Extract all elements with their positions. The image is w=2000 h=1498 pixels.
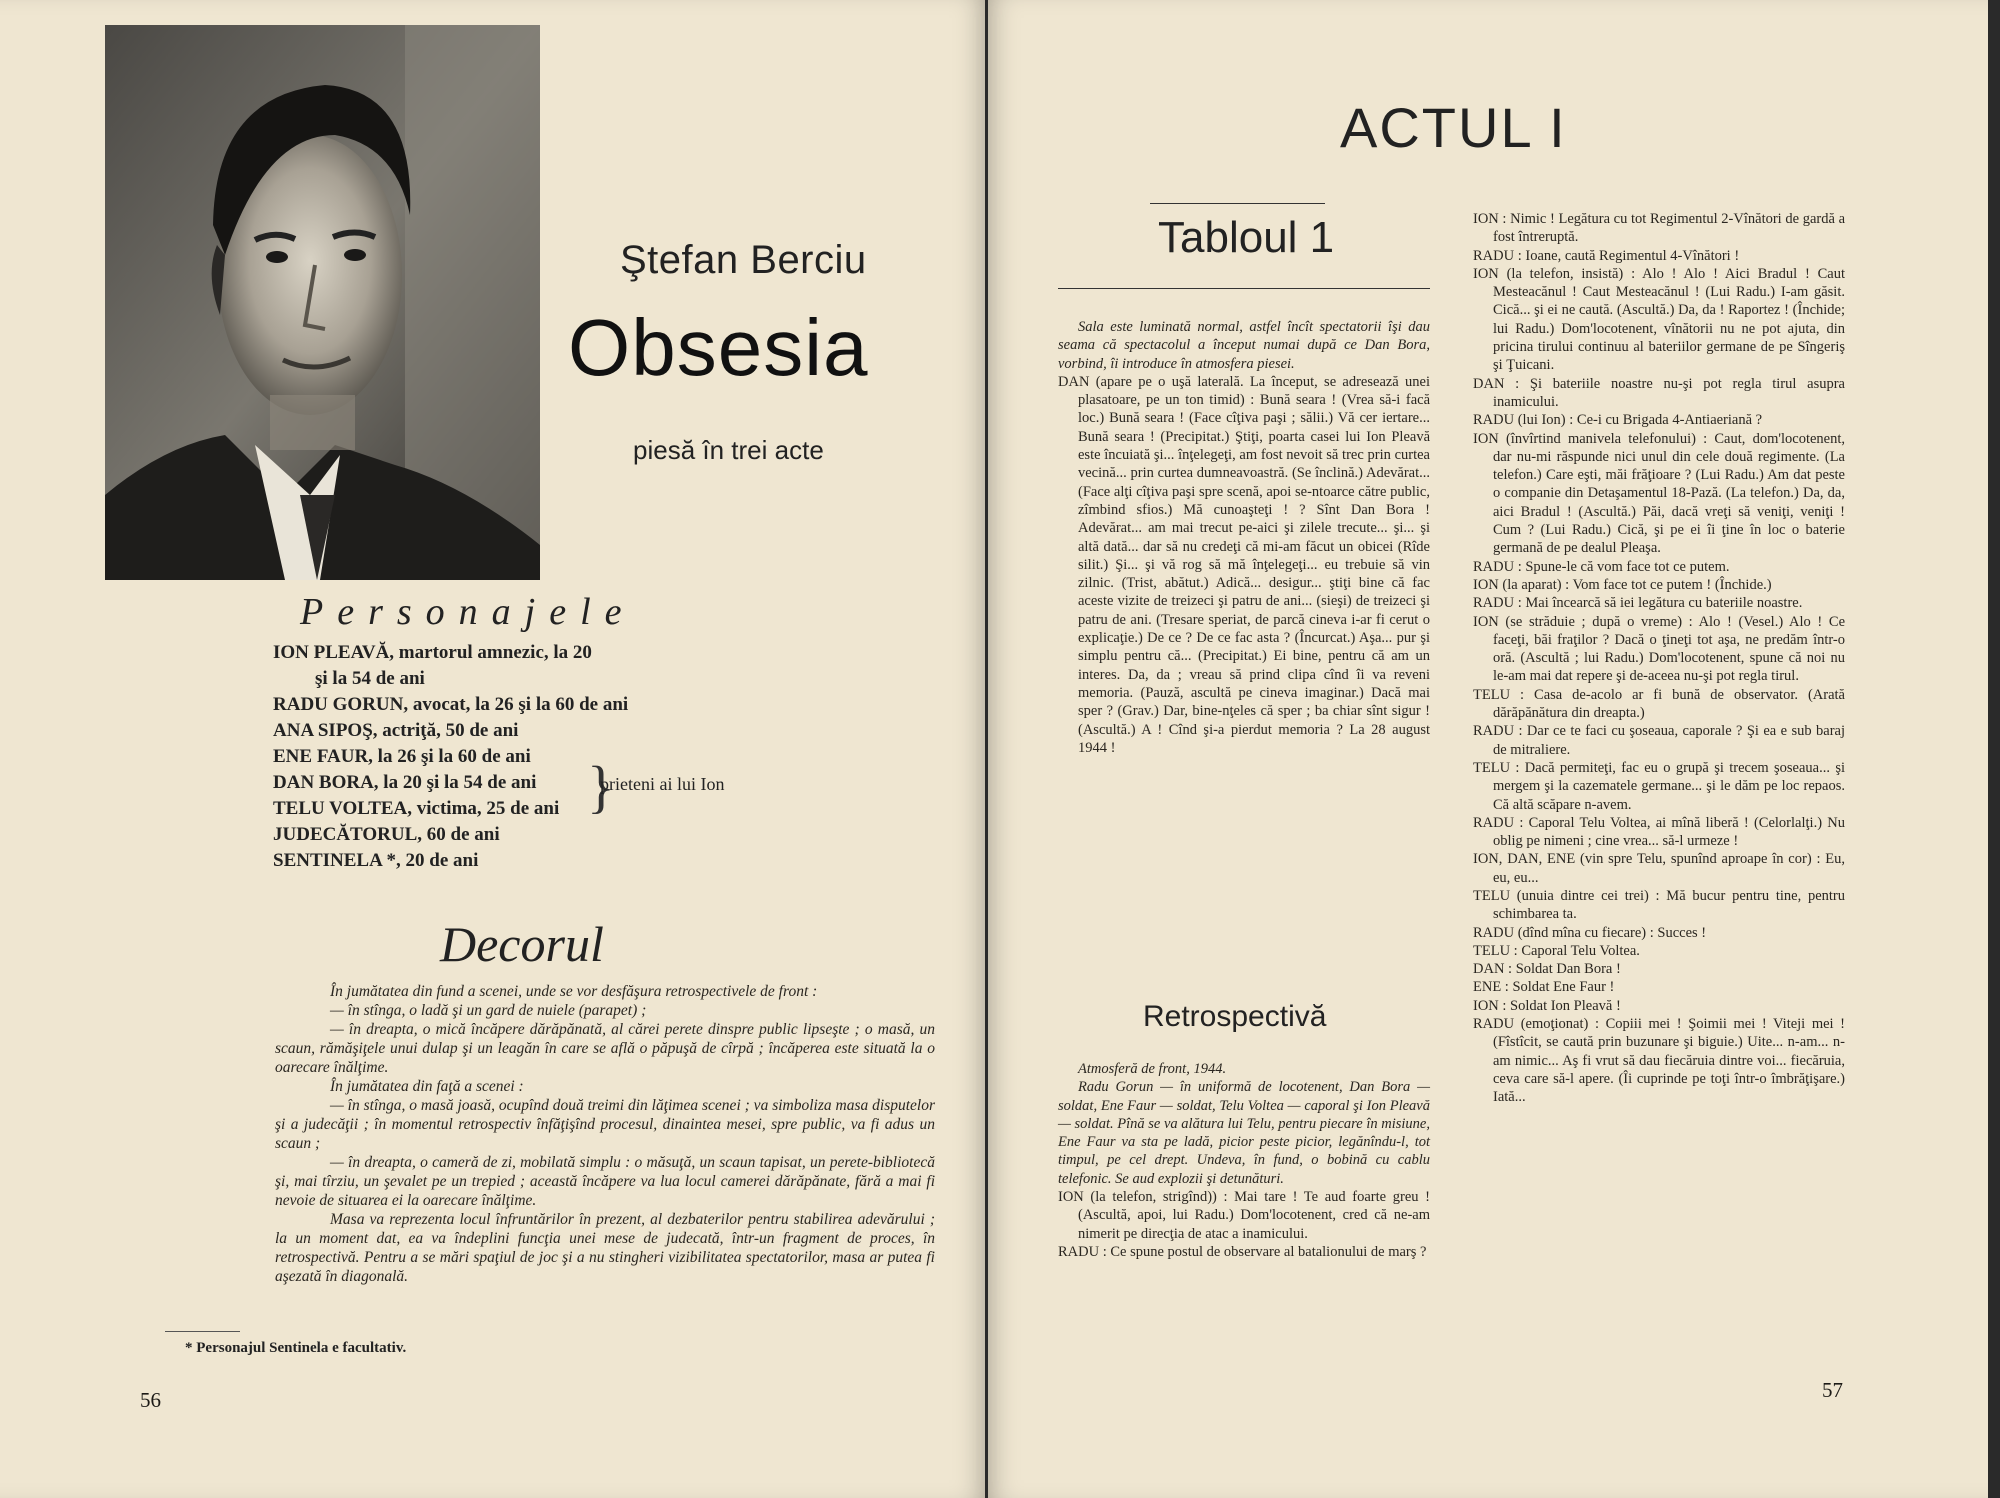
dialogue-line: ENE : Soldat Ene Faur ! xyxy=(1473,979,1615,996)
cast-item: SENTINELA *, 20 de ani xyxy=(273,850,479,871)
dialogue-line: RADU (lui Ion) : Ce-i cu Brigada 4-Antiaeriană ? xyxy=(1473,412,1763,429)
author-portrait xyxy=(105,25,540,580)
dialogue-line: RADU : Ce spune postul de observare al batalionului de marş ? xyxy=(1058,1243,1427,1260)
decor-paragraph: Masa va reprezenta locul înfruntărilor în prezent, al dezbaterilor pentru stabilirea adevărului ; la un moment dat, ea va îndeplini funcţia unei mese de judecată, într-un fragment de proces, în retrospectivă. Pentru a se mări spaţiul de joc şi a nu stingheri vizibilitatea spectatorilor, masa ar putea fi aşezată în diagonală. xyxy=(275,1211,935,1285)
footnote: * Personajul Sentinela e facultativ. xyxy=(185,1340,407,1356)
play-title: Obsesia xyxy=(568,303,869,392)
stage-direction: Atmosferă de front, 1944. xyxy=(1078,1061,1227,1077)
act-heading: ACTUL I xyxy=(1340,96,1567,159)
decor-paragraph: În jumătatea din fund a scenei, unde se vor desfăşura retrospectivele de front : xyxy=(330,983,818,1000)
dialogue-line: TELU (unuia dintre cei trei) : Mă bucur pentru tine, pentru schimbarea ta. xyxy=(1473,887,1845,923)
dialogue-line: ION (la telefon, insistă) : Alo ! Alo ! Aici Bradul ! Caut Mesteacănul ! Caut Mesteacănul ! (Lui Radu.) I-am găsit. Cică... şi ei ne caută. (Ascultă.) Da, da ! Raportez ! (Închide; lui Radu.) Dom'locotenent, vînătorii nu ne pot ajuta, din pricina tirului continuu al bateriilor germane de pe Sîngeriş şi Ţuicani. xyxy=(1473,265,1845,374)
footnote-rule xyxy=(165,1331,240,1332)
dialogue-line: TELU : Casa de-acolo ar fi bună de observator. (Arată dărăpănătura din dreapta.) xyxy=(1473,686,1845,722)
page-number-left: 56 xyxy=(140,1388,161,1412)
decor-paragraph: — în stînga, o ladă şi un gard de nuiele (parapet) ; xyxy=(330,1002,647,1019)
dialogue-line: RADU (dînd mîna cu fiecare) : Succes ! xyxy=(1473,924,1707,941)
retrospectiva-heading: Retrospectivă xyxy=(1143,1000,1327,1033)
cast-item: ENE FAUR, la 26 şi la 60 de ani xyxy=(273,746,531,767)
dialogue-line: TELU : Dacă permiteţi, fac eu o grupă şi trecem şoseaua... şi mergem şi la cazematele germane... şi le dăm pe loc repaos. Că altă scăpare n-avem. xyxy=(1473,759,1845,813)
cast-item: TELU VOLTEA, victima, 25 de ani xyxy=(273,798,560,819)
decor-paragraph: — în dreapta, o mică încăpere dărăpănată, al cărei perete dinspre public lipseşte ; o masă, un scaun, rămăşiţele unui dulap şi un leagăn în care se află o păpuşă de cîrpă ; încăperea este situată la o oarecare înălţime. xyxy=(275,1021,935,1076)
dialogue-line: RADU : Ioane, caută Regimentul 4-Vînători ! xyxy=(1473,247,1740,264)
friends-note: prieteni ai lui Ion xyxy=(600,774,725,794)
column-left-bottom xyxy=(1058,1060,1430,1261)
dialogue-line: RADU : Dar ce te faci cu şoseaua, caporale ? Şi ea e sub baraj de mitraliere. xyxy=(1473,723,1845,758)
dialogue-line: DAN (apare pe o uşă laterală. La început, se adresează unei plasatoare, pe un ton timid) : Bună seara ! (Vrea să-i facă loc.) Bună seara ! (Face cîţiva paşi ; sălii.) Vă cer iertare... Bună seara ! (Precipitat.) Ştiţi, poarta casei lui Ion Pleavă este încuiată şi... înţelegeţi, am fost nevoit să trec prin curtea vecină... prin curtea dumneavoastră. (Se înclină.) Adevărat... (Face alţi cîţiva paşi spre scenă, apoi se-ntoarce către public, zîmbind sfios.) Mă cunoaşteţi ! ? Sînt Dan Bora ! Adevărat... am mai trecut pe-aici şi zilele trecute... şi... şi altă dată... dar să nu credeţi că mi-am făcut un obicei (Rîde silit.) Şi... şi vă rog să mă înţelegeţi... eu trebuie să vin zilnic. (Trist, abătut.) Adică... desigur... ştiţi bine că fac aceste vizite de treizeci şi patru de ani... (sieşi) de treizeci şi patru de ani. (Tresare speriat, de parcă cineva i-ar fi cerut o explicaţie.) De ce ? De ce fac asta ? (Încurcat.) Aşa... pur şi simplu pentru că... (Precipitat.) Ei bine, pentru că am un interes. Da, da ; vreau să prind clipa cînd îi va reveni memoria. (Pauză, ascultă pe cineva imaginar.) Dacă mai sper ? (Grav.) Dar, bine-nţeles că sper ; ba chiar sînt sigur ! (Ascultă.) A ! Cînd şi-a pierdut memoria ? La 28 august 1944 ! xyxy=(1058,373,1430,756)
column-right xyxy=(1473,210,1845,1107)
dialogue-line: ION (la aparat) : Vom face tot ce putem ! (Închide.) xyxy=(1473,576,1772,593)
tablou-rule-top xyxy=(1150,203,1325,204)
dialogue-line: RADU : Mai încearcă să iei legătura cu bateriile noastre. xyxy=(1473,595,1803,612)
author-name: Ştefan Berciu xyxy=(620,238,867,282)
cast-item: JUDECĂTORUL, 60 de ani xyxy=(273,824,500,845)
dialogue-line: RADU (emoţionat) : Copiii mei ! Şoimii mei ! Viteji mei ! (Fîstîcit, se caută prin buzunare şi biguie.) Uite... n-am... n-am nimic... Aş fi vrut să dau fiecăruia dintre voi... fiecăruia, ceva care să-l apere. (Îi cuprinde pe toţi într-o îmbrăţişare.) Iată... xyxy=(1473,1016,1845,1106)
dialogue-line: ION : Nimic ! Legătura cu tot Regimentul 2-Vînători de gardă a fost întreruptă. xyxy=(1473,211,1845,246)
portrait-image xyxy=(105,25,540,580)
dialogue-line: DAN : Şi bateriile noastre nu-şi pot regla tirul asupra inamicului. xyxy=(1473,375,1845,410)
cast-item: ION PLEAVĂ, martorul amnezic, la 20 xyxy=(273,642,592,663)
decorul-heading: Decorul xyxy=(440,916,604,972)
page-number-right: 57 xyxy=(1822,1378,1843,1402)
tablou-heading: Tabloul 1 xyxy=(1158,213,1335,262)
decor-paragraph: — în stînga, o masă joasă, ocupînd două treimi din lăţimea scenei ; va simboliza masa disputelor şi a judecăţii ; în momentul retrospectiv înfăţişînd procesul, dinaintea mesei, spre public, va fi adus un scaun ; xyxy=(275,1097,935,1152)
decor-paragraph: — în dreapta, o cameră de zi, mobilată simplu : o măsuţă, un scaun tapisat, un perete-bibliotecă şi, mai tîrziu, un şevalet pe un trepied ; această încăpere va lua locul camerei dărăpănate, fără a mai fi nevoie de situarea ei la oarecare înălţime. xyxy=(275,1154,935,1209)
dialogue-line: ION (la telefon, strigînd)) : Mai tare ! Te aud foarte greu ! (Ascultă, apoi, lui Radu.) Dom'locotenent, cred că ne-am nimerit pe direcţia de atac a inamicului. xyxy=(1058,1189,1430,1242)
cast-item: DAN BORA, la 20 şi la 54 de ani xyxy=(273,772,537,793)
left-page xyxy=(0,0,985,1498)
decor-text xyxy=(275,982,935,1286)
right-page xyxy=(988,0,1988,1498)
decor-paragraph: În jumătatea din faţă a scenei : xyxy=(330,1078,524,1095)
dialogue-line: ION, DAN, ENE (vin spre Telu, spunînd aproape în cor) : Eu, eu, eu... xyxy=(1473,851,1845,886)
cast-list xyxy=(273,640,893,874)
friends-brace: } xyxy=(587,754,615,819)
dialogue-line: RADU : Caporal Telu Voltea, ai mînă liberă ! (Celorlalţi.) Nu oblig pe nimeni ; cine vrea... să-l urmeze ! xyxy=(1473,814,1845,850)
dialogue-line: DAN : Soldat Dan Bora ! xyxy=(1473,961,1621,978)
dialogue-line: ION : Soldat Ion Pleavă ! xyxy=(1473,997,1621,1014)
cast-item: RADU GORUN, avocat, la 26 şi la 60 de ani xyxy=(273,694,629,715)
dialogue-line: RADU : Spune-le că vom face tot ce putem. xyxy=(1473,558,1730,575)
play-subtitle: piesă în trei acte xyxy=(633,435,824,465)
personajele-heading: Personajele xyxy=(300,591,636,633)
cast-item: şi la 54 de ani xyxy=(315,668,425,689)
dialogue-line: TELU : Caporal Telu Voltea. xyxy=(1473,942,1640,959)
dialogue-line: ION (învîrtind manivela telefonului) : Caut, dom'locotenent, dar nu-mi răspunde nici unul din cele două regimente. (La telefon.) Care eşti, măi frăţioare ? (Lui Radu.) Am dat peste o companie din Detaşamentul 18-Pază. (La telefon.) Da, da, aici Bradul ! (Ascultă.) Păi, dacă vreţi să veniţi, veniţi ! Cum ? (Lui Radu.) Cică, şi pe ei îi ţine în loc o baterie germană de pe dealul Pleaşa. xyxy=(1473,430,1845,557)
stage-direction: Sala este luminată normal, astfel încît spectatorii îşi dau seama că spectacolul a început numai după ce Dan Bora, vorbind, îi introduce în atmosfera piesei. xyxy=(1058,319,1430,372)
stage-direction: Radu Gorun — în uniformă de locotenent, Dan Bora — soldat, Ene Faur — soldat, Telu Voltea — caporal şi Ion Pleavă — soldat. Pînă se va alătura lui Telu, pentru piecare în misiune, Ene Faur va sta pe ladă, picior peste picior, legănîndu-l, tot timpul, pe cel drept. Undeva, în fund, o bobină cu cablu telefonic. Se aud explozii şi detunături. xyxy=(1058,1079,1430,1187)
tablou-rule-bottom xyxy=(1058,288,1430,289)
cast-item: ANA SIPOŞ, actriţă, 50 de ani xyxy=(273,720,519,741)
column-left-top xyxy=(1058,318,1430,757)
dialogue-line: ION (se străduie ; după o vreme) : Alo ! (Vesel.) Alo ! Ce faceţi, băi fraţilor ? Dacă o ţineţi tot aşa, ne predăm într-o oră. (Ascultă ; lui Radu.) Dom'locotenent, spune că noi nu le-am mai dat repere şi de-aceea nu-şi pot regla tirul. xyxy=(1473,613,1845,685)
